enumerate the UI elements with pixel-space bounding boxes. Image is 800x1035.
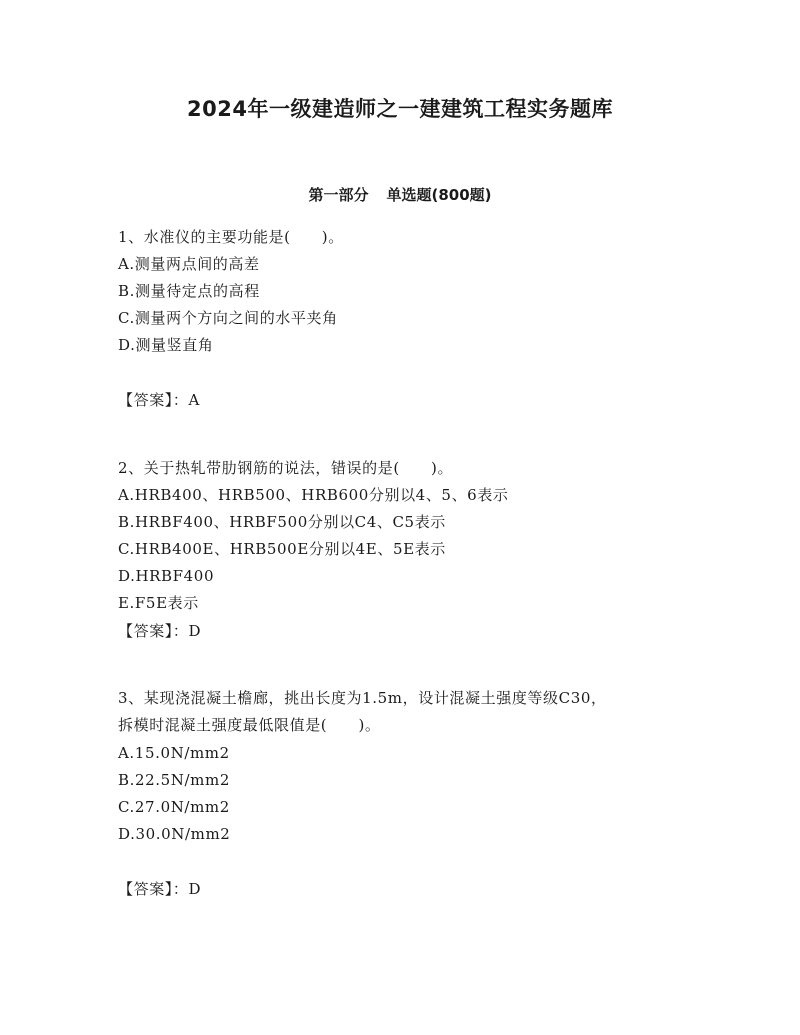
question-1-answer: 【答案】：A (118, 391, 200, 409)
section-title (0, 184, 800, 206)
question-1-option-d: D.测量竖直角 (118, 336, 214, 354)
question-1-option-b: B.测量待定点的高程 (118, 282, 260, 300)
question-3-option-a: A.15.0N/mm2 (118, 744, 230, 762)
page-title: 2024年一级建造师之一建建筑工程实务题库 (187, 97, 613, 121)
question-3-option-d: D.30.0N/mm2 (118, 825, 231, 843)
question-2-option-a: A.HRB400、HRB500、HRB600分别以4、5、6表示 (118, 486, 509, 504)
question-2-option-d: D.HRBF400 (118, 567, 215, 585)
question-1-stem: 1、水准仪的主要功能是( )。 (118, 228, 344, 246)
section-part: 第一部分 (308, 186, 369, 204)
question-2-answer: 【答案】：D (118, 622, 202, 640)
section-name: 单选题(800题) (386, 186, 492, 204)
question-3-stem-line-2: 拆模时混凝土强度最低限值是( )。 (118, 716, 381, 734)
question-2-option-e: E.F5E表示 (118, 594, 199, 612)
question-2-stem: 2、关于热轧带肋钢筋的说法，错误的是( )。 (118, 459, 454, 477)
question-2-option-c: C.HRB400E、HRB500E分别以4E、5E表示 (118, 540, 446, 558)
question-3-option-c: C.27.0N/mm2 (118, 798, 230, 816)
question-3-option-b: B.22.5N/mm2 (118, 771, 230, 789)
question-2-option-b: B.HRBF400、HRBF500分别以C4、C5表示 (118, 513, 446, 531)
question-1-option-c: C.测量两个方向之间的水平夹角 (118, 309, 338, 327)
question-1-option-a: A.测量两点间的高差 (118, 255, 260, 273)
question-3-answer: 【答案】：D (118, 880, 202, 898)
question-3-stem-line-1: 3、某现浇混凝土檐廊，挑出长度为1.5m，设计混凝土强度等级C30， (118, 689, 607, 707)
